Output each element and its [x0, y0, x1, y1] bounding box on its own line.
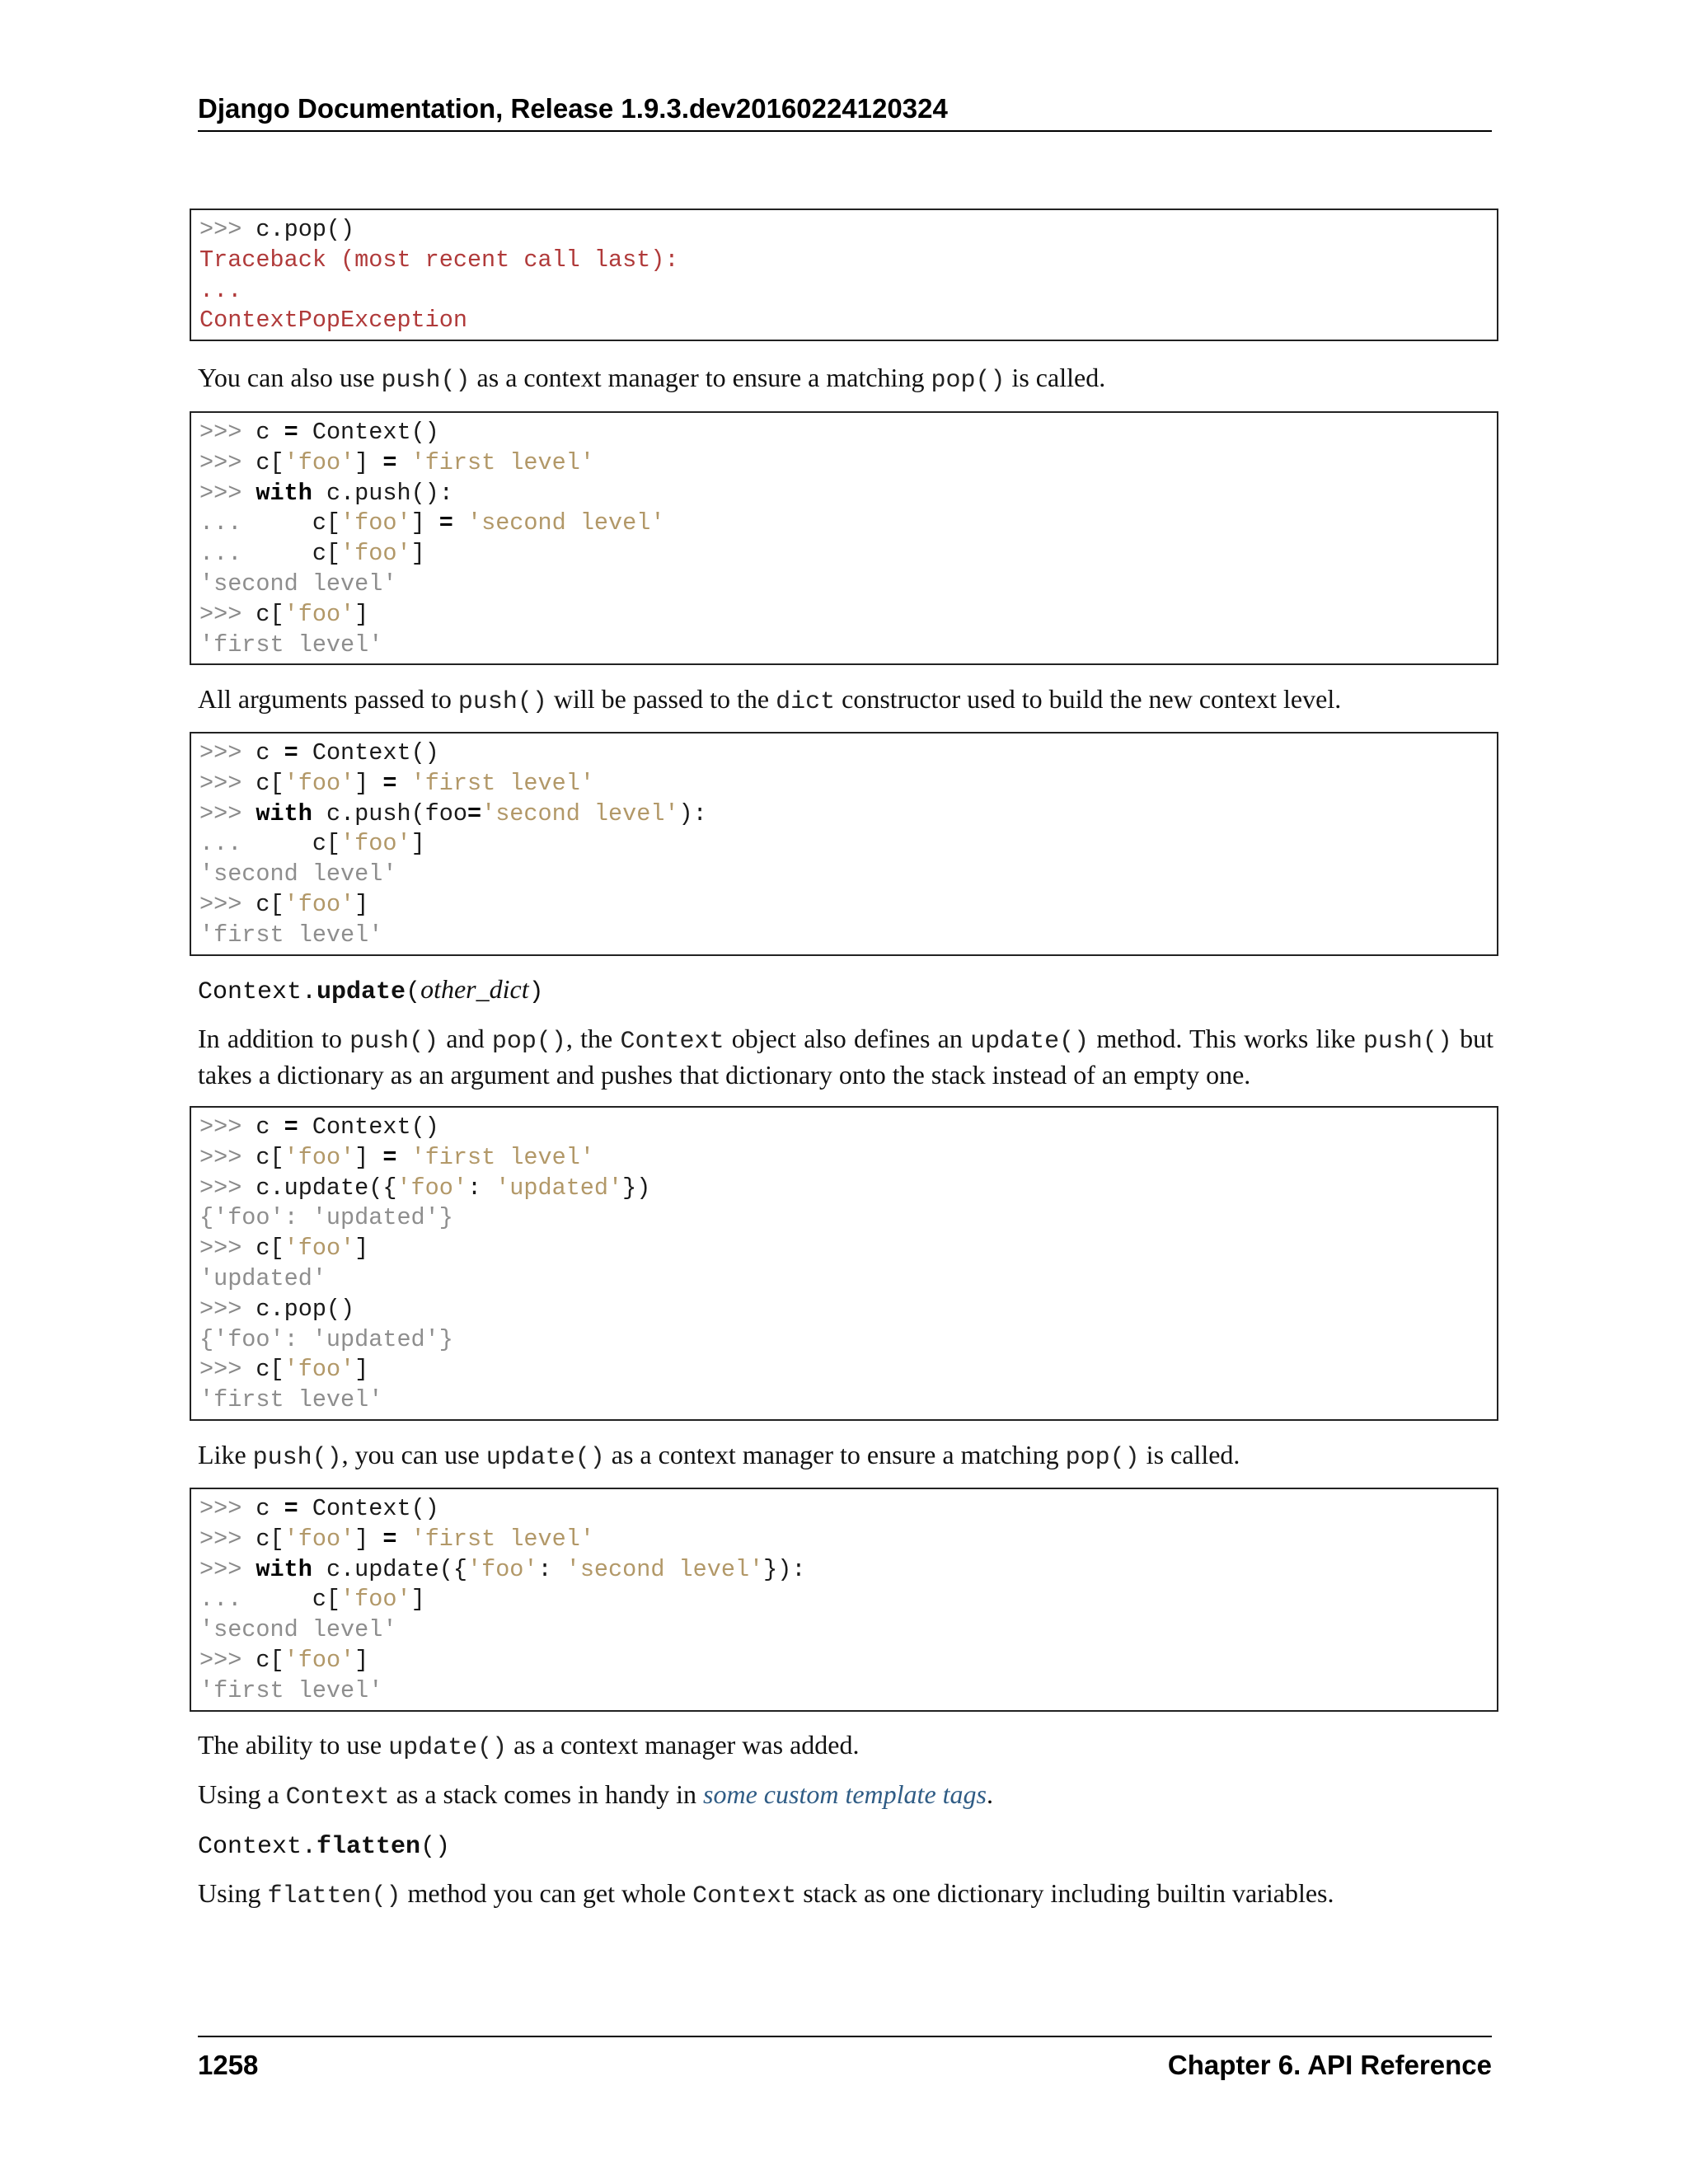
- code-line: >>> c['foo'] = 'first level': [199, 1525, 594, 1553]
- page-header: [198, 92, 1492, 132]
- paragraph-update-context-manager: Like push(), you can use update() as a context manager to ensure a matching pop() is called.: [198, 1440, 1240, 1472]
- code-line: >>> with c.push():: [199, 479, 453, 507]
- code-line: >>> c = Context(): [199, 1495, 439, 1522]
- paragraph-update-added-note: The ability to use update() as a context manager was added.: [198, 1730, 860, 1762]
- custom-template-tags-link[interactable]: some custom template tags: [703, 1779, 987, 1809]
- code-line: 'second level': [199, 569, 397, 598]
- code-line: 'second level': [199, 860, 397, 888]
- code-block-pop-exception: [190, 209, 1498, 341]
- code-line: ... c['foo']: [199, 830, 425, 858]
- code-line: 'second level': [199, 1616, 397, 1644]
- code-line: ... c['foo']: [199, 540, 425, 568]
- code-line: >>> c['foo']: [199, 600, 369, 628]
- code-line: >>> c = Context(): [199, 739, 439, 766]
- code-block-push-kwargs: [190, 732, 1498, 956]
- code-line: >>> c = Context(): [199, 1113, 439, 1141]
- paragraph-context-stack: Using a Context as a stack comes in handy in some custom template tags.: [198, 1779, 993, 1811]
- paragraph-push-context-manager: You can also use push() as a context manager to ensure a matching pop() is called.: [198, 363, 1106, 395]
- code-line: >>> c.pop(): [199, 1295, 355, 1323]
- code-line: >>> c['foo']: [199, 1356, 369, 1384]
- code-line: 'first level': [199, 1676, 383, 1704]
- code-line: ContextPopException: [199, 307, 467, 335]
- code-line: >>> c['foo'] = 'first level': [199, 1143, 594, 1171]
- code-line: >>> c['foo'] = 'first level': [199, 448, 594, 476]
- paragraph-push-arguments: All arguments passed to push() will be passed to the dict constructor used to build the new context level.: [198, 684, 1342, 716]
- code-line: ...: [199, 276, 242, 304]
- code-line: 'first level': [199, 1386, 383, 1414]
- page-footer: [198, 2036, 1492, 2082]
- code-line: >>> c['foo']: [199, 1646, 369, 1674]
- chapter-title: Chapter 6. API Reference: [1167, 2050, 1492, 2080]
- code-line: ... c['foo'] = 'second level': [199, 509, 665, 537]
- code-line: >>> with c.push(foo='second level'):: [199, 799, 707, 827]
- paragraph-flatten-description: Using flatten() method you can get whole Context stack as one dictionary including builtin variables.: [198, 1878, 1334, 1910]
- code-line: >>> c['foo'] = 'first level': [199, 769, 594, 797]
- code-line: >>> c['foo']: [199, 1235, 369, 1263]
- code-line: Traceback (most recent call last):: [199, 246, 679, 274]
- code-line: >>> c.update({'foo': 'updated'}): [199, 1174, 651, 1202]
- paragraph-update-description: In addition to push() and pop(), the Context object also defines an update() method. This works like push() but takes a dictionary as an argument and pushes that dictionary onto the stack instead of an empty one.: [198, 1024, 1494, 1090]
- code-line: 'first level': [199, 630, 383, 658]
- code-line: >>> with c.update({'foo': 'second level'}):: [199, 1555, 806, 1583]
- method-signature-flatten: Context.flatten(): [198, 1833, 451, 1861]
- code-line: {'foo': 'updated'}: [199, 1204, 453, 1232]
- page-number: 1258: [198, 2050, 259, 2080]
- code-line: {'foo': 'updated'}: [199, 1325, 453, 1353]
- code-line: >>> c['foo']: [199, 890, 369, 918]
- code-block-with-push: [190, 411, 1498, 665]
- method-signature-update: Context.update(other_dict): [198, 974, 544, 1006]
- code-line: 'first level': [199, 921, 383, 949]
- code-line: >>> c = Context(): [199, 419, 439, 446]
- code-block-update: [190, 1106, 1498, 1421]
- code-line: 'updated': [199, 1264, 326, 1292]
- header-title: Django Documentation, Release 1.9.3.dev20160224120324: [198, 93, 948, 124]
- code-line: >>> c.pop(): [199, 216, 355, 243]
- code-block-with-update: [190, 1488, 1498, 1712]
- code-line: ... c['foo']: [199, 1586, 425, 1614]
